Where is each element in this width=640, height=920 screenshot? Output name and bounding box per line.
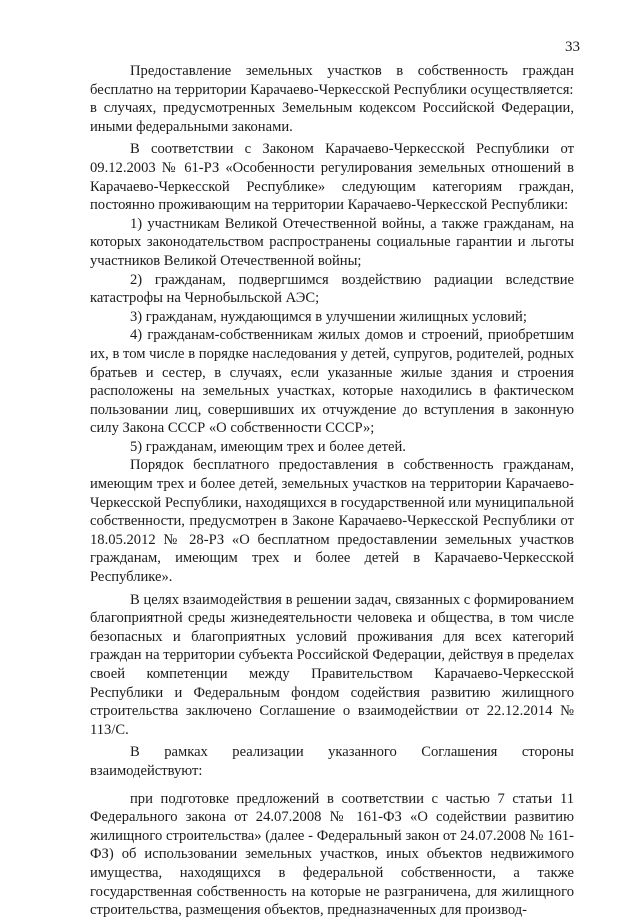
paragraph: В рамках реализации указанного Соглашения стороны взаимодействуют: [90,744,574,779]
paragraph: Порядок бесплатного предоставления в собственность гражданам, имеющим трех и более детей, земельных участков на территории Карачаево-Черкесской Республики, находящихся в государственной или муниципальной собственности, предусмотрен в Законе Карачаево-Черкесской Республики от 18.05.2012 № 28-РЗ «О бесплатном предоставлении земельных участков гражданам, имеющим трех и более детей в Карачаево-Черкесской Республике». [90,457,574,586]
paragraph: при подготовке предложений в соответствии с частью 7 статьи 11 Федерального закона от 24.07.2008 № 161-ФЗ «О содействии развитию жилищного строительства» (далее - Федеральный закон от 24.07.2008 № 161-ФЗ) об использовании земельных участков, иных объектов недвижимого имущества, находящихся в федеральной собственности, а также государственная собственность на которые не разграничена, для жилищного строительства, размещения объектов, предназначенных для производ- [90,790,574,919]
paragraph: В соответствии с Законом Карачаево-Черкесской Республики от 09.12.2003 № 61-РЗ «Особенности регулирования земельных отношений в Карачаево-Черкесской Республике» следующим категориям граждан, постоянно проживающим на территории Карачаево-Черкесской Республики: [90,141,574,214]
list-item: 2) гражданам, подвергшимся воздействию радиации вследствие катастрофы на Чернобыльской АЭС; [90,271,574,307]
paragraph: в случаях, предусмотренных Земельным кодексом Российской Федерации, иными федеральными законами. [90,100,574,135]
paragraph: Предоставление земельных участков в собственность граждан бесплатно на территории Карачаево-Черкесской Республики осуществляется: [90,63,574,98]
list-item: 4) гражданам-собственникам жилых домов и строений, приобретшим их, в том числе в порядке наследования у детей, супругов, родителей, родных братьев и сестер, в случаях, если указанные жилые здания и строения расположены на земельных участках, которые находились в фактическом пользовании лиц, совершивших их отчуждение до вступления в законную силу Закона СССР «О собственности СССР»; [90,327,574,437]
list-item: 5) гражданам, имеющим трех и более детей. [130,438,406,455]
list-item: 3) гражданам, нуждающимся в улучшении жилищных условий; [130,308,527,325]
list-item: 1) участникам Великой Отечественной войны, а также гражданам, на которых законодательством распространены социальные гарантии и льготы участников Великой Отечественной войны; [90,215,574,269]
document-body [90,62,574,920]
page-number: 33 [565,39,580,55]
paragraph: В целях взаимодействия в решении задач, связанных с формированием благоприятной среды жизнедеятельности человека и общества, в том числе безопасных и благоприятных условий проживания для всех категорий граждан на территории субъекта Российской Федерации, действуя в пределах своей компетенции между Правительством Карачаево-Черкесской Республики и Федеральным фондом содействия развитию жилищного строительства заключено Соглашение о взаимодействии от 22.12.2014 № 113/С. [90,591,574,738]
